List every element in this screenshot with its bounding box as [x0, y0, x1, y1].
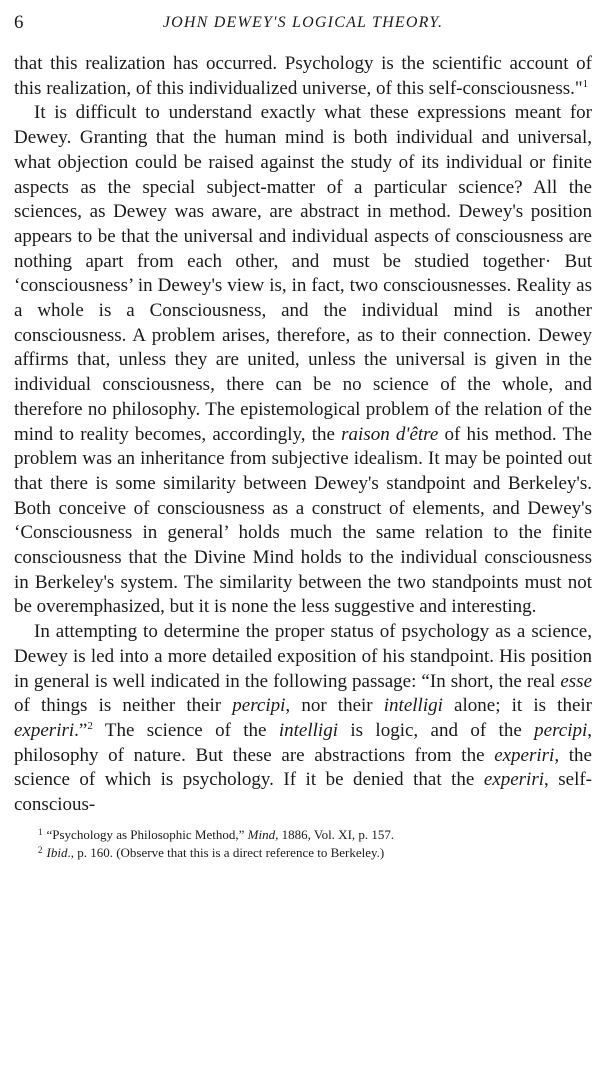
paragraph: [14, 101, 592, 620]
footnote-marker: 1: [38, 826, 43, 837]
footnote: [38, 844, 592, 862]
italic-text: experiri: [14, 719, 75, 741]
text-run: that this realization has occurred. Psychology is the scientific account of this realization, of this individualized universe, of this self-consciousness.": [14, 53, 592, 99]
running-head: [14, 8, 592, 38]
text-run: of his method. The problem was an inheritance from subjective idealism. It may be pointed out that there is some similarity between Dewey's standpoint and Berkeley's. Both conceive of consciousness as a construct of elements, and Dewey's ‘Consciousness in general’ holds much the same relation to the finite consciousness that the Divine Mind holds to the individual consciousness in Berkeley's system. The similarity between the two standpoints must not be overemphasized, but it is none the less suggestive and interesting.: [14, 423, 592, 618]
italic-text: intelligi: [383, 695, 443, 717]
footnote: [38, 826, 592, 844]
footnote-reference: 1: [582, 77, 589, 90]
text-run: , nor their: [285, 695, 384, 717]
page-number: 6: [14, 12, 24, 33]
text-run: ., p. 160. (Observe that this is a direct reference to Berkeley.): [67, 844, 385, 860]
text-run: It is difficult to understand exactly what these expressions meant for Dewey. Granting that the human mind is both individual and universal, what objection could be raised against the study of its individual or finite aspects as the special subject-matter of a particular science? All the sciences, as Dewey was aware, are abstract in method. Dewey's position appears to be that the universal and individual aspects of consciousness are nothing apart from each other, and must be studied together· But ‘consciousness’ in Dewey's view is, in fact, two consciousnesses. Reality as a whole is a Consciousness, and the individual mind is another consciousness. A problem arises, therefore, as to their connection. Dewey affirms that, unless they are united, unless the universal is given in the individual consciousness, there can be no science of the whole, and therefore no philosophy. The epistemological problem of the relation of the mind to reality becomes, accordingly, the: [14, 102, 592, 445]
text-run: The science of the: [92, 719, 279, 741]
text-run: “Psychology as Philosophic Method,”: [46, 826, 248, 842]
text-run: , the science of which is psychology. If it be denied that the: [14, 744, 592, 791]
paragraph: [14, 620, 592, 818]
running-title: JOHN DEWEY'S LOGICAL THEORY.: [162, 14, 444, 31]
text-run: , 1886, Vol. XI, p. 157.: [275, 826, 395, 842]
italic-text: experiri: [494, 744, 555, 766]
text-run: of things is neither their: [14, 695, 233, 717]
body-text: [14, 52, 592, 818]
text-run: .”: [74, 719, 88, 741]
text-run: In attempting to determine the proper status of psychology as a science, Dewey is led into a more detailed exposition of his standpoint. His position in general is well indicated in the following passage: “In short, the real: [14, 621, 592, 692]
italic-text: esse: [560, 670, 592, 692]
italic-text: intelligi: [278, 719, 338, 741]
italic-text: Mind: [247, 826, 276, 842]
footnote-reference: 2: [87, 719, 93, 732]
book-page: [14, 0, 592, 1068]
italic-text: raison d'être: [341, 423, 439, 445]
text-run: alone; it is their: [442, 695, 592, 717]
text-run: , philosophy of nature. But these are abstractions from the: [14, 719, 593, 766]
italic-text: percipi: [534, 719, 588, 741]
italic-text: percipi: [232, 695, 286, 717]
text-run: is logic, and of the: [337, 719, 535, 741]
paragraph: [14, 52, 592, 101]
italic-text: experiri: [483, 769, 544, 791]
text-run: , self-conscious-: [14, 769, 592, 816]
footnote-marker: 2: [38, 844, 43, 855]
footnotes: [14, 826, 592, 862]
italic-text: Ibid: [46, 844, 68, 860]
